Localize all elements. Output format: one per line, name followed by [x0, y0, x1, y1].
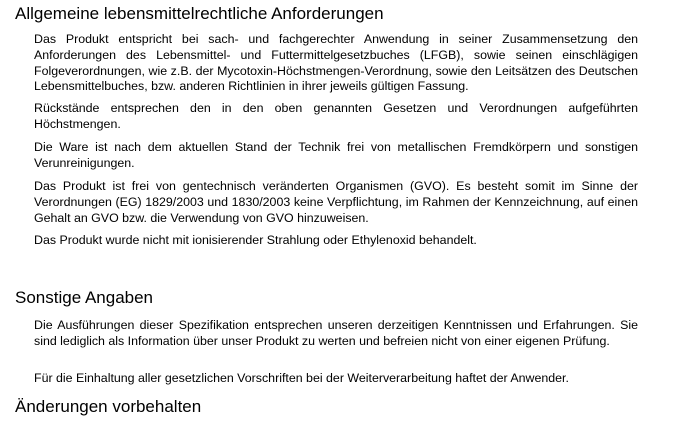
section-heading-lebensmittelrecht: Allgemeine lebensmittelrechtliche Anforderungen [15, 4, 384, 23]
section-heading-sonstige-angaben: Sonstige Angaben [15, 288, 154, 307]
paragraph-gvo: Das Produkt ist frei von gentechnisch veränderten Organismen (GVO). Es besteht somit im Sinne der Verordnungen (EG) 1829/2003 und 1830/2003 keine Verpflichtung, im Rahmen der Kennzeichnung, auf einen Gehalt an GVO bzw. die Verwendung von GVO hinzuweisen. [34, 179, 638, 225]
paragraph-lfgb: Das Produkt entspricht bei sach- und fachgerechter Anwendung in seiner Zusammensetzung den Anforderungen des Lebensmittel- und Futtermittelgesetzbuches (LFGB), sowie seinen einschlägigen Folgeverordnungen, wie z.B. der Mycotoxin-Höchstmengen-Verordnung, sowie den Leitsätzen des Deutschen Lebensmittelbuches, bzw. anderen Richtlinien in ihrer jeweils gültigen Fassung. [34, 32, 638, 94]
paragraph-strahlung: Das Produkt wurde nicht mit ionisierender Strahlung oder Ethylenoxid behandelt. [34, 233, 477, 247]
paragraph-haftung: Für die Einhaltung aller gesetzlichen Vorschriften bei der Weiterverarbeitung haftet der Anwender. [34, 371, 569, 385]
paragraph-spezifikation: Die Ausführungen dieser Spezifikation entsprechen unseren derzeitigen Kenntnissen und Erfahrungen. Sie sind lediglich als Information über unser Produkt zu werten und befreien nicht von einer eigenen Prüfung. [34, 318, 638, 348]
paragraph-rueckstaende: Rückstände entsprechen den in den oben genannten Gesetzen und Verordnungen aufgeführten Höchstmengen. [34, 101, 638, 131]
paragraph-fremdkoerper: Die Ware ist nach dem aktuellen Stand der Technik frei von metallischen Fremdkörpern und sonstigen Verunreinigungen. [34, 140, 638, 170]
section-heading-aenderungen: Änderungen vorbehalten [15, 397, 202, 416]
